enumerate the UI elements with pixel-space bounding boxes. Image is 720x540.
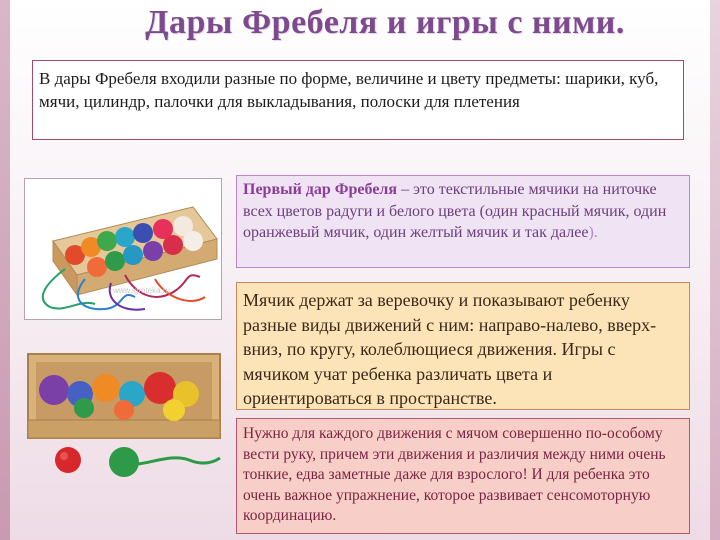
first-gift-body: – это текстильные мячики на ниточке всех цветов радуги и белого цвета (один красный мячик, один оранжевый мячик, один желтый мячик и так далее <box>243 181 667 241</box>
intro-text: В дары Фребеля входили разные по форме, величине и цвету предметы: шарики, куб, мячи, цилиндр, палочки для выкладывания, полоски для плетения <box>39 69 659 111</box>
first-gift-tail: ). <box>588 224 598 241</box>
ball-box-illustration-1 <box>25 179 222 320</box>
photo-watermark: www.igroteka.ru <box>113 286 170 295</box>
first-gift-text-box <box>236 175 690 268</box>
movement-text-box <box>236 282 690 410</box>
photo-ball-box-1 <box>24 178 222 320</box>
coordination-note-text: Нужно для каждого движения с мячом совершенно по-особому вести руку, причем эти движения и различия между ними очень тонкие, едва заметные даже для взрослого! И для ребенка это очень важное упражнение, которое развивает сенсомоторную координацию. <box>243 425 666 524</box>
photo-ball-box-2 <box>24 350 224 485</box>
right-decorative-band <box>710 0 720 540</box>
first-gift-lead: Первый дар Фребеля <box>243 181 398 198</box>
slide-title: Дары Фребеля и игры с ними. <box>145 4 625 41</box>
left-decorative-band <box>0 0 10 540</box>
ball-box-illustration-2 <box>24 350 224 485</box>
coordination-note-box <box>236 418 690 534</box>
intro-text-box <box>32 60 684 140</box>
movement-text: Мячик держат за веревочку и показывают ребенку разные виды движений с ним: направо-налево, вверх-вниз, по кругу, колеблющиеся движения. Игры с мячиком учат ребенка различать цвета и ориентироваться в пространстве. <box>243 290 657 408</box>
